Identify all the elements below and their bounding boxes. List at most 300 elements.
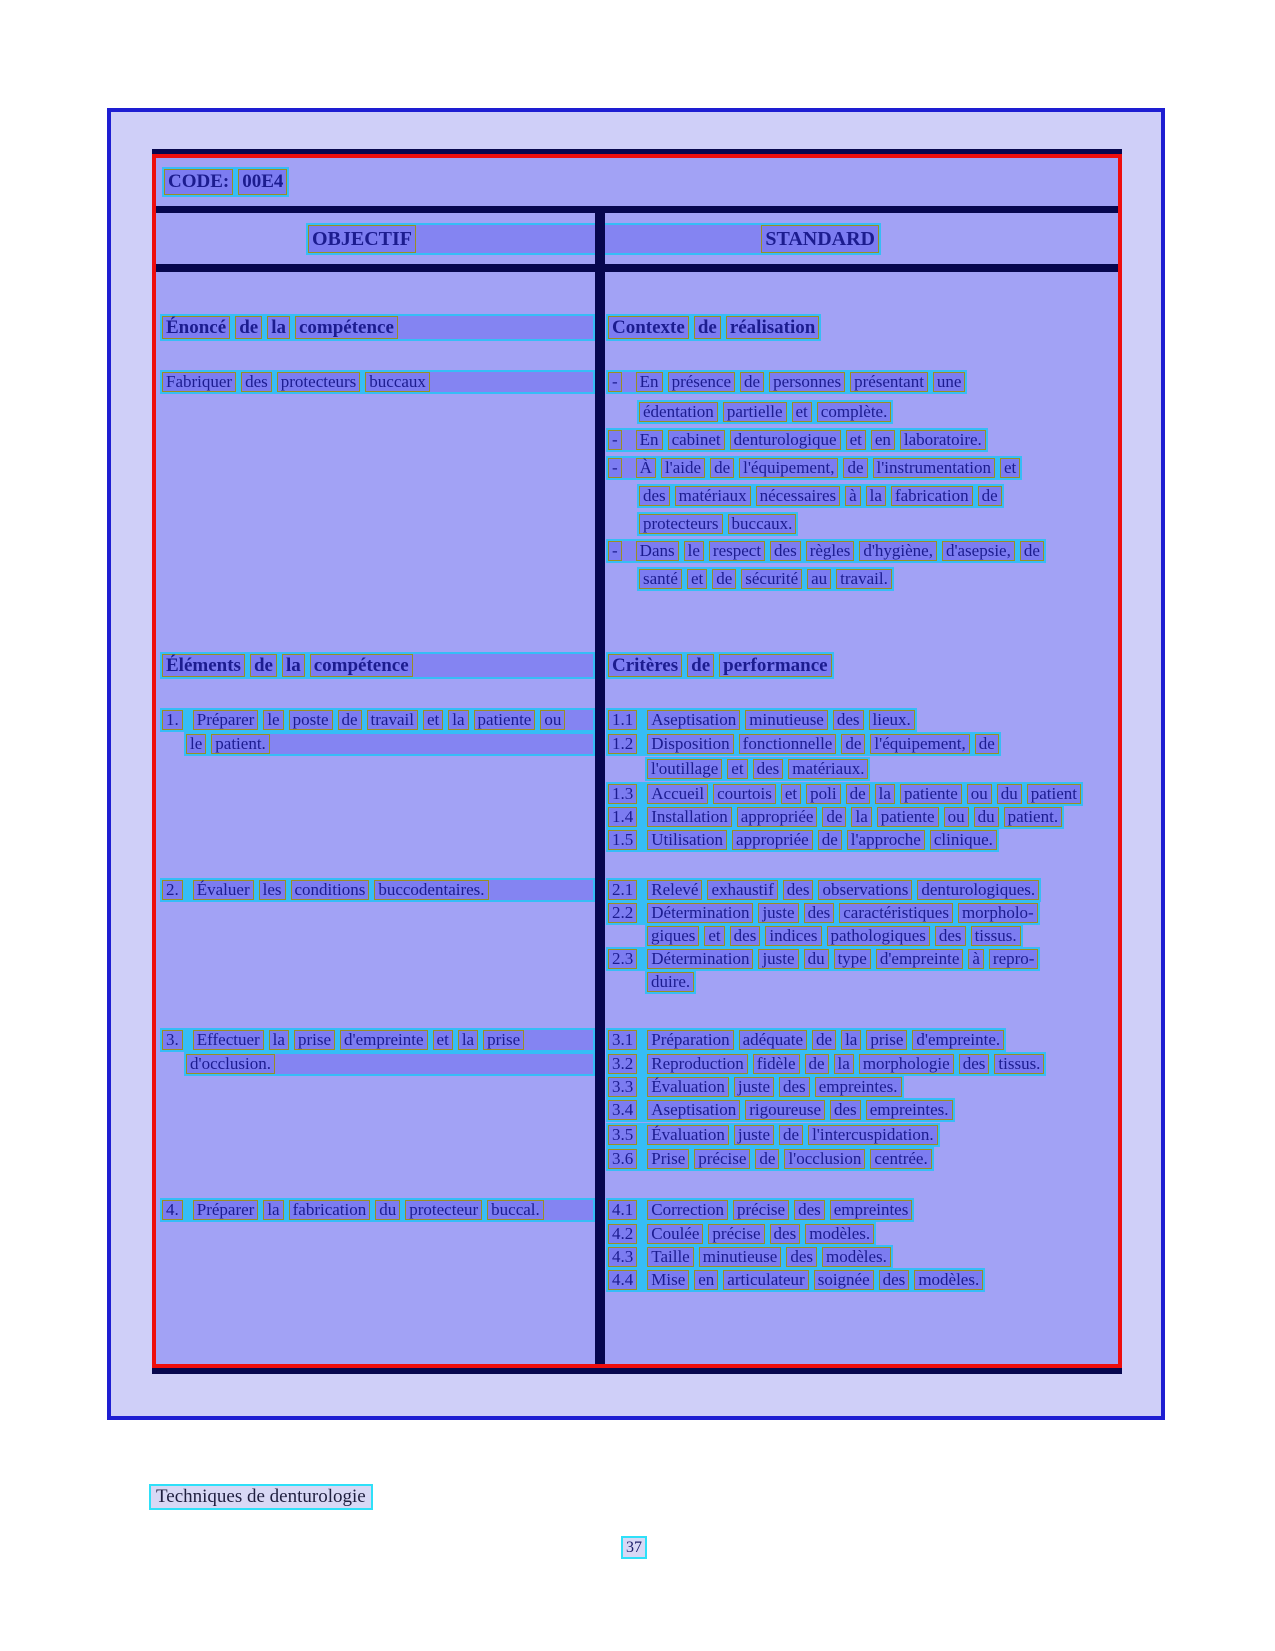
header-objectif: OBJECTIF: [308, 225, 416, 253]
word-box: la: [875, 784, 895, 804]
word-box: précise: [733, 1200, 789, 1220]
word-gap: [637, 1149, 647, 1169]
word-box: Coulée: [647, 1224, 703, 1244]
word-box: caractéristiques: [839, 903, 953, 923]
line-extension: [270, 734, 593, 754]
word-gap: [183, 710, 193, 730]
word-box: tissus.: [971, 926, 1021, 946]
word-box: repro-: [989, 949, 1039, 969]
word-box: Accueil: [647, 784, 708, 804]
word-box: compétence: [310, 654, 413, 677]
item-number: 3.6: [608, 1149, 637, 1169]
word-box: poli: [806, 784, 840, 804]
word-box: des: [783, 880, 814, 900]
bullet-lead: [622, 541, 636, 561]
word-box: en: [694, 1270, 718, 1290]
word-box: de: [805, 1054, 829, 1074]
word-box: la: [834, 1054, 854, 1074]
word-box: de: [975, 734, 999, 754]
word-box: matériaux: [675, 486, 751, 506]
item-number: 2.2: [608, 903, 637, 923]
word-box: présence: [668, 372, 735, 392]
ocr-line: [606, 901, 1040, 925]
ocr-line: [606, 1028, 1006, 1052]
word-box: Préparation: [647, 1030, 733, 1050]
bullet-lead: [622, 372, 636, 392]
word-box: travail: [367, 710, 418, 730]
line-extension: [275, 1054, 593, 1074]
word-gap: [637, 903, 647, 923]
word-box: le: [263, 710, 283, 730]
code-row: [156, 158, 1118, 206]
word-box: cabinet: [668, 430, 725, 450]
word-box: la: [448, 710, 468, 730]
word-box: l'équipement,: [870, 734, 969, 754]
bullet-lead: [622, 458, 636, 478]
word-box: de: [818, 830, 842, 850]
two-column-area: [156, 213, 1118, 1364]
line-extension: [565, 710, 593, 730]
ocr-line: [184, 1052, 595, 1076]
table-inner: [152, 154, 1122, 1368]
word-box: protecteurs: [639, 514, 723, 534]
word-box: et: [1000, 458, 1020, 478]
item-number: 4.4: [608, 1270, 637, 1290]
word-box: Installation: [647, 807, 731, 827]
word-box: conditions: [291, 880, 370, 900]
ocr-line: [160, 652, 595, 679]
ocr-line: [645, 970, 696, 994]
word-box: Utilisation: [647, 830, 727, 850]
ocr-line: [606, 782, 1083, 806]
ocr-line: [160, 314, 595, 341]
word-box: protecteurs: [277, 372, 361, 392]
word-box: des: [639, 486, 670, 506]
word-box: l'intercuspidation.: [808, 1125, 938, 1145]
word-box: travail.: [836, 569, 892, 589]
word-box: Dans: [636, 541, 679, 561]
word-box: buccodentaires.: [374, 880, 488, 900]
ocr-line: [606, 1222, 876, 1246]
word-box: l'instrumentation: [873, 458, 996, 478]
word-box: En: [636, 430, 663, 450]
word-gap: [637, 1030, 647, 1050]
word-box: denturologique: [730, 430, 841, 450]
ocr-line: [637, 400, 893, 424]
word-box: des: [786, 1247, 817, 1267]
word-box: et: [704, 926, 724, 946]
word-box: exhaustif: [707, 880, 777, 900]
word-box: centrée.: [870, 1149, 931, 1169]
ocr-line: [645, 924, 1023, 948]
word-box: observations: [818, 880, 912, 900]
ocr-line: [606, 805, 1064, 829]
word-box: Préparer: [193, 710, 259, 730]
word-box: patient: [1027, 784, 1081, 804]
word-box: prise: [483, 1030, 524, 1050]
code-label: CODE:: [164, 169, 233, 195]
word-box: respect: [709, 541, 765, 561]
word-gap: [183, 880, 193, 900]
word-box: des: [779, 1077, 810, 1097]
page-card: [107, 108, 1165, 1420]
word-box: des: [241, 372, 272, 392]
ocr-line: [606, 732, 1001, 756]
word-box: courtois: [713, 784, 776, 804]
word-box: buccaux: [365, 372, 430, 392]
word-box: la: [267, 316, 290, 339]
word-box: l'approche: [847, 830, 925, 850]
word-box: prise: [294, 1030, 335, 1050]
word-box: denturologiques.: [917, 880, 1039, 900]
word-box: ou: [540, 710, 565, 730]
horizontal-rule: [156, 264, 1118, 272]
word-box: Mise: [647, 1270, 689, 1290]
word-box: appropriée: [737, 807, 818, 827]
word-box: appropriée: [732, 830, 813, 850]
word-box: à: [845, 486, 861, 506]
word-box: modèles.: [822, 1247, 891, 1267]
line-extension: [489, 880, 593, 900]
word-box: de: [1020, 541, 1044, 561]
word-box: de: [812, 1030, 836, 1050]
word-box: patiente: [474, 710, 536, 730]
word-box: de: [687, 654, 714, 677]
word-box: patient.: [1004, 807, 1063, 827]
word-box: personnes: [769, 372, 845, 392]
ocr-line: [160, 1028, 595, 1052]
word-box: et: [423, 710, 443, 730]
word-box: réalisation: [726, 316, 820, 339]
word-box: d'empreinte: [876, 949, 964, 969]
word-box: de: [235, 316, 262, 339]
ocr-line: [606, 1245, 893, 1269]
item-number: 3.3: [608, 1077, 637, 1097]
word-box: la: [866, 486, 886, 506]
word-gap: [637, 734, 647, 754]
item-number: 1.2: [608, 734, 637, 754]
word-gap: [637, 807, 647, 827]
word-box: Critères: [608, 654, 682, 677]
word-box: tissus.: [994, 1054, 1044, 1074]
word-box: d'hygiène,: [859, 541, 937, 561]
word-gap: [637, 1125, 647, 1145]
header-standard: STANDARD: [761, 225, 879, 253]
word-box: patient.: [211, 734, 270, 754]
word-box: patiente: [900, 784, 962, 804]
word-box: de: [846, 784, 870, 804]
word-box: des: [959, 1054, 990, 1074]
word-box: Détermination: [647, 949, 753, 969]
word-box: empreintes: [830, 1200, 913, 1220]
ocr-line: [606, 1198, 914, 1222]
word-gap: [637, 784, 647, 804]
word-box: et: [687, 569, 707, 589]
word-box: indices: [765, 926, 821, 946]
word-box: soignée: [814, 1270, 874, 1290]
word-gap: [637, 1077, 647, 1097]
word-box: des: [730, 926, 761, 946]
word-box: performance: [719, 654, 831, 677]
ocr-line: [637, 512, 798, 536]
ocr-line: [606, 1147, 934, 1171]
word-box: de: [712, 569, 736, 589]
word-box: lieux.: [869, 710, 915, 730]
ocr-line: [645, 757, 870, 781]
word-box: présentant: [850, 372, 928, 392]
word-box: du: [375, 1200, 400, 1220]
ocr-line: [606, 539, 1046, 563]
ocr-line: [606, 878, 1041, 902]
word-box: la: [263, 1200, 283, 1220]
bullet-lead: [622, 430, 636, 450]
word-box: et: [727, 759, 747, 779]
word-box: Évaluation: [647, 1077, 729, 1097]
item-number: 3.4: [608, 1100, 637, 1120]
ocr-line: [606, 1098, 955, 1122]
word-box: minutieuse: [745, 710, 828, 730]
word-box: de: [710, 458, 734, 478]
word-box: En: [636, 372, 663, 392]
ocr-line: [606, 1123, 940, 1147]
word-box: modèles.: [914, 1270, 983, 1290]
word-box: la: [269, 1030, 289, 1050]
word-box: juste: [734, 1125, 774, 1145]
word-box: nécessaires: [756, 486, 840, 506]
word-box: des: [879, 1270, 910, 1290]
line-extension: [544, 1200, 593, 1220]
word-box: morpholo-: [958, 903, 1038, 923]
word-box: et: [781, 784, 801, 804]
item-number: 1.: [162, 710, 183, 730]
ocr-line: [606, 456, 1022, 480]
word-box: Relevé: [647, 880, 702, 900]
ocr-line: [606, 1052, 1046, 1076]
item-number: 4.3: [608, 1247, 637, 1267]
ocr-line: [606, 428, 988, 452]
item-number: 1.5: [608, 830, 637, 850]
word-box: partielle: [723, 402, 787, 422]
word-box: protecteur: [405, 1200, 482, 1220]
word-box: juste: [734, 1077, 774, 1097]
word-box: Aseptisation: [647, 1100, 740, 1120]
word-box: duire.: [647, 972, 694, 992]
ocr-line: [606, 314, 821, 341]
word-box: de: [843, 458, 867, 478]
word-box: Prise: [647, 1149, 689, 1169]
word-gap: [637, 880, 647, 900]
word-box: ou: [967, 784, 992, 804]
ocr-line-header: [306, 223, 881, 255]
word-box: et: [846, 430, 866, 450]
ocr-line: [606, 1268, 985, 1292]
word-gap: [183, 1030, 193, 1050]
item-number: 3.5: [608, 1125, 637, 1145]
ocr-line: [160, 1198, 595, 1222]
line-extension: [413, 654, 593, 677]
word-box: des: [753, 759, 784, 779]
word-box: patiente: [877, 807, 939, 827]
word-box: Reproduction: [647, 1054, 748, 1074]
ocr-line: [637, 567, 894, 591]
word-gap: [637, 710, 647, 730]
item-number: 1.3: [608, 784, 637, 804]
word-box: articulateur: [723, 1270, 808, 1290]
word-box: ou: [944, 807, 969, 827]
word-box: minutieuse: [699, 1247, 782, 1267]
word-box: la: [458, 1030, 478, 1050]
word-gap: [637, 1100, 647, 1120]
ocr-line: [184, 732, 595, 756]
word-box: morphologie: [859, 1054, 954, 1074]
word-box: matériaux.: [788, 759, 868, 779]
ocr-line: [606, 708, 917, 732]
word-box: clinique.: [930, 830, 997, 850]
word-box: une: [933, 372, 966, 392]
bullet-dash: -: [608, 458, 622, 478]
word-box: l'outillage: [647, 759, 722, 779]
word-box: d'empreinte: [340, 1030, 428, 1050]
item-number: 3.2: [608, 1054, 637, 1074]
word-box: de: [250, 654, 277, 677]
line-extension: [430, 372, 593, 392]
word-box: des: [804, 903, 835, 923]
word-box: Énoncé: [162, 316, 230, 339]
bullet-dash: -: [608, 541, 622, 561]
item-number: 4.2: [608, 1224, 637, 1244]
word-box: buccaux.: [728, 514, 797, 534]
word-box: modèles.: [805, 1224, 874, 1244]
ocr-line: [160, 878, 595, 902]
word-box: Effectuer: [193, 1030, 264, 1050]
word-box: de: [779, 1125, 803, 1145]
word-box: de: [978, 486, 1002, 506]
word-box: des: [833, 710, 864, 730]
word-gap: [637, 949, 647, 969]
word-box: poste: [289, 710, 333, 730]
word-box: de: [822, 807, 846, 827]
column-divider: [595, 213, 605, 1364]
word-box: pathologiques: [827, 926, 930, 946]
item-number: 3.: [162, 1030, 183, 1050]
word-box: de: [740, 372, 764, 392]
word-box: Fabriquer: [162, 372, 236, 392]
word-gap: [637, 830, 647, 850]
word-box: édentation: [639, 402, 718, 422]
ocr-line: [606, 947, 1040, 971]
word-box: et: [433, 1030, 453, 1050]
line-extension: [398, 316, 593, 339]
word-box: du: [804, 949, 829, 969]
word-box: Correction: [647, 1200, 728, 1220]
bullet-dash: -: [608, 372, 622, 392]
word-box: rigoureuse: [745, 1100, 825, 1120]
word-box: Préparer: [193, 1200, 259, 1220]
word-box: au: [807, 569, 831, 589]
word-box: du: [997, 784, 1022, 804]
ocr-line-code: [162, 167, 289, 197]
item-number: 1.1: [608, 710, 637, 730]
ocr-line: [606, 652, 834, 679]
ocr-line: [606, 370, 967, 394]
word-box: des: [935, 926, 966, 946]
item-number: 2.: [162, 880, 183, 900]
word-box: des: [770, 1224, 801, 1244]
word-box: et: [792, 402, 812, 422]
word-box: prise: [866, 1030, 907, 1050]
word-box: le: [186, 734, 206, 754]
item-number: 2.3: [608, 949, 637, 969]
word-box: les: [259, 880, 286, 900]
word-box: de: [841, 734, 865, 754]
word-box: l'aide: [661, 458, 705, 478]
word-box: de: [755, 1149, 779, 1169]
word-box: du: [974, 807, 999, 827]
word-box: Évaluation: [647, 1125, 729, 1145]
code-value: 00E4: [238, 169, 287, 195]
word-box: complète.: [817, 402, 892, 422]
horizontal-rule: [156, 206, 1118, 213]
item-number: 3.1: [608, 1030, 637, 1050]
word-box: d'occlusion.: [186, 1054, 275, 1074]
word-gap: [637, 1224, 647, 1244]
item-number: 4.: [162, 1200, 183, 1220]
word-box: juste: [758, 949, 798, 969]
page-number: 37: [621, 1536, 647, 1559]
word-box: fabrication: [891, 486, 973, 506]
word-box: adéquate: [739, 1030, 807, 1050]
ocr-line: [606, 828, 999, 852]
word-box: type: [834, 949, 871, 969]
word-box: laboratoire.: [900, 430, 986, 450]
word-box: juste: [758, 903, 798, 923]
word-box: empreintes.: [815, 1077, 902, 1097]
word-box: fonctionnelle: [739, 734, 837, 754]
word-box: la: [282, 654, 305, 677]
ocr-line: [160, 370, 595, 394]
word-gap: [183, 1200, 193, 1220]
word-box: de: [694, 316, 721, 339]
table-header-row: [156, 213, 1118, 264]
word-gap: [637, 1200, 647, 1220]
word-box: fabrication: [289, 1200, 371, 1220]
word-box: des: [770, 541, 801, 561]
bullet-dash: -: [608, 430, 622, 450]
word-box: Évaluer: [193, 880, 254, 900]
word-box: sécurité: [741, 569, 802, 589]
item-number: 4.1: [608, 1200, 637, 1220]
item-number: 2.1: [608, 880, 637, 900]
word-box: Disposition: [647, 734, 733, 754]
word-box: de: [338, 710, 362, 730]
word-box: des: [794, 1200, 825, 1220]
ocr-line: [606, 1075, 904, 1099]
word-box: buccal.: [487, 1200, 544, 1220]
word-box: précise: [708, 1224, 764, 1244]
word-box: Détermination: [647, 903, 753, 923]
word-box: compétence: [295, 316, 398, 339]
word-box: Taille: [647, 1247, 693, 1267]
word-box: Éléments: [162, 654, 245, 677]
ocr-line: [160, 708, 595, 732]
word-box: d'empreinte.: [912, 1030, 1004, 1050]
word-box: empreintes.: [866, 1100, 953, 1120]
word-box: d'asepsie,: [942, 541, 1015, 561]
word-gap: [637, 1247, 647, 1267]
word-box: à: [968, 949, 984, 969]
word-gap: [637, 1270, 647, 1290]
word-box: l'équipement,: [739, 458, 838, 478]
